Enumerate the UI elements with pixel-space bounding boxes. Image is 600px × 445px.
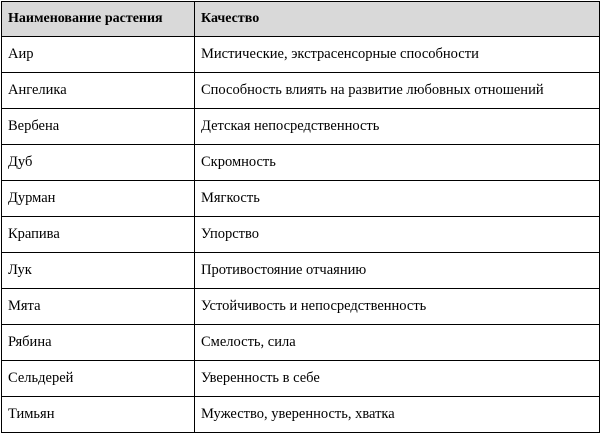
plant-name-cell: Ангелика	[2, 73, 195, 109]
quality-cell: Упорство	[195, 217, 600, 253]
table-row	[2, 73, 600, 109]
plant-name-cell: Тимьян	[2, 397, 195, 433]
table-row	[2, 217, 600, 253]
plant-name-cell: Вербена	[2, 109, 195, 145]
plant-name-cell: Лук	[2, 253, 195, 289]
quality-cell: Мужество, уверенность, хватка	[195, 397, 600, 433]
quality-cell: Противостояние отчаянию	[195, 253, 600, 289]
table-row	[2, 253, 600, 289]
plant-name-cell: Рябина	[2, 325, 195, 361]
table-header-row	[2, 2, 600, 37]
plants-table	[1, 1, 600, 433]
plant-name-cell: Крапива	[2, 217, 195, 253]
table-row	[2, 37, 600, 73]
table-row	[2, 181, 600, 217]
plant-name-cell: Сельдерей	[2, 361, 195, 397]
plant-name-cell: Дурман	[2, 181, 195, 217]
quality-cell: Мягкость	[195, 181, 600, 217]
plant-name-cell: Мята	[2, 289, 195, 325]
table-row	[2, 109, 600, 145]
table-row	[2, 361, 600, 397]
table-row	[2, 289, 600, 325]
quality-cell: Смелость, сила	[195, 325, 600, 361]
quality-cell: Мистические, экстрасенсорные способности	[195, 37, 600, 73]
quality-cell: Детская непосредственность	[195, 109, 600, 145]
table-row	[2, 397, 600, 433]
quality-cell: Скромность	[195, 145, 600, 181]
column-header-plant-name: Наименование растения	[2, 2, 195, 37]
table-row	[2, 325, 600, 361]
quality-cell: Уверенность в себе	[195, 361, 600, 397]
table-row	[2, 145, 600, 181]
quality-cell: Устойчивость и непосредственность	[195, 289, 600, 325]
plant-name-cell: Дуб	[2, 145, 195, 181]
column-header-quality: Качество	[195, 2, 600, 37]
plant-name-cell: Аир	[2, 37, 195, 73]
quality-cell: Способность влиять на развитие любовных отношений	[195, 73, 600, 109]
